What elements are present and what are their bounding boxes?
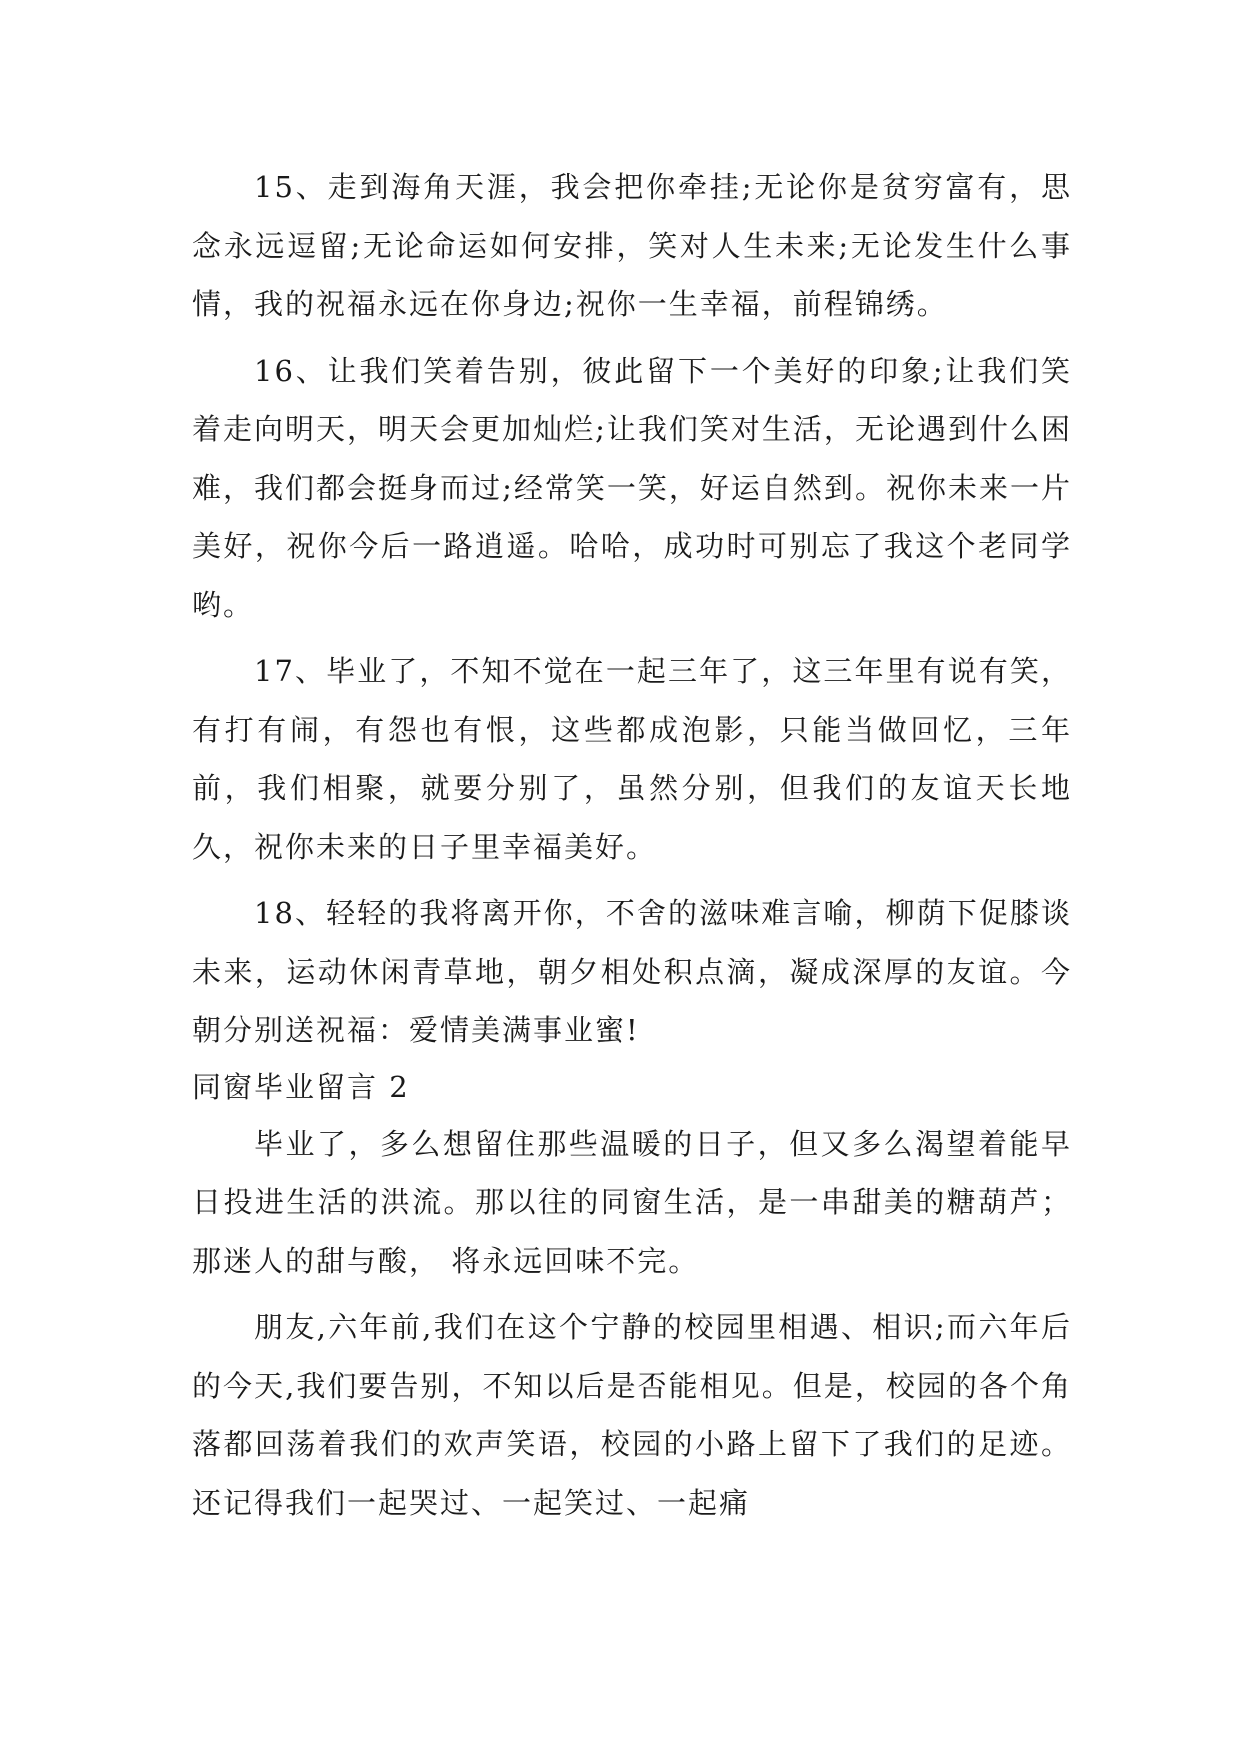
paragraph-graduation: 毕业了，多么想留住那些温暖的日子，但又多么渴望着能早日投进生活的洪流。那以往的同窗生活，是一串甜美的糖葫芦；那迷人的甜与酸， 将永远回味不完。	[192, 1126, 1072, 1278]
document-page	[192, 158, 1072, 1532]
paragraph-friends: 朋友,六年前,我们在这个宁静的校园里相遇、相识;而六年后的今天,我们要告别，不知以后是否能相见。但是，校园的各个角落都回荡着我们的欢声笑语，校园的小路上留下了我们的足迹。还记得我们一起哭过、一起笑过、一起痛	[192, 1310, 1072, 1520]
paragraph-15: 15、走到海角天涯，我会把你牵挂;无论你是贫穷富有，思念永远逗留;无论命运如何安排，笑对人生未来;无论发生什么事情，我的祝福永远在你身边;祝你一生幸福，前程锦绣。	[192, 170, 1072, 321]
paragraph-18: 18、轻轻的我将离开你，不舍的滋味难言喻，柳荫下促膝谈未来，运动休闲青草地，朝夕相处积点滴，凝成深厚的友谊。今朝分别送祝福：爱情美满事业蜜!	[192, 896, 1072, 1047]
paragraph-17: 17、毕业了，不知不觉在一起三年了，这三年里有说有笑，有打有闹，有怨也有恨，这些都成泡影，只能当做回忆，三年前，我们相聚，就要分别了，虽然分别，但我们的友谊天长地久，祝你未来的日子里幸福美好。	[192, 654, 1072, 864]
paragraph-16: 16、让我们笑着告别，彼此留下一个美好的印象;让我们笑着走向明天，明天会更加灿烂;让我们笑对生活，无论遇到什么困难，我们都会挺身而过;经常笑一笑，好运自然到。祝你未来一片美好，祝你今后一路逍遥。哈哈，成功时可别忘了我这个老同学哟。	[192, 353, 1072, 622]
section-title: 同窗毕业留言 2	[192, 1069, 410, 1104]
